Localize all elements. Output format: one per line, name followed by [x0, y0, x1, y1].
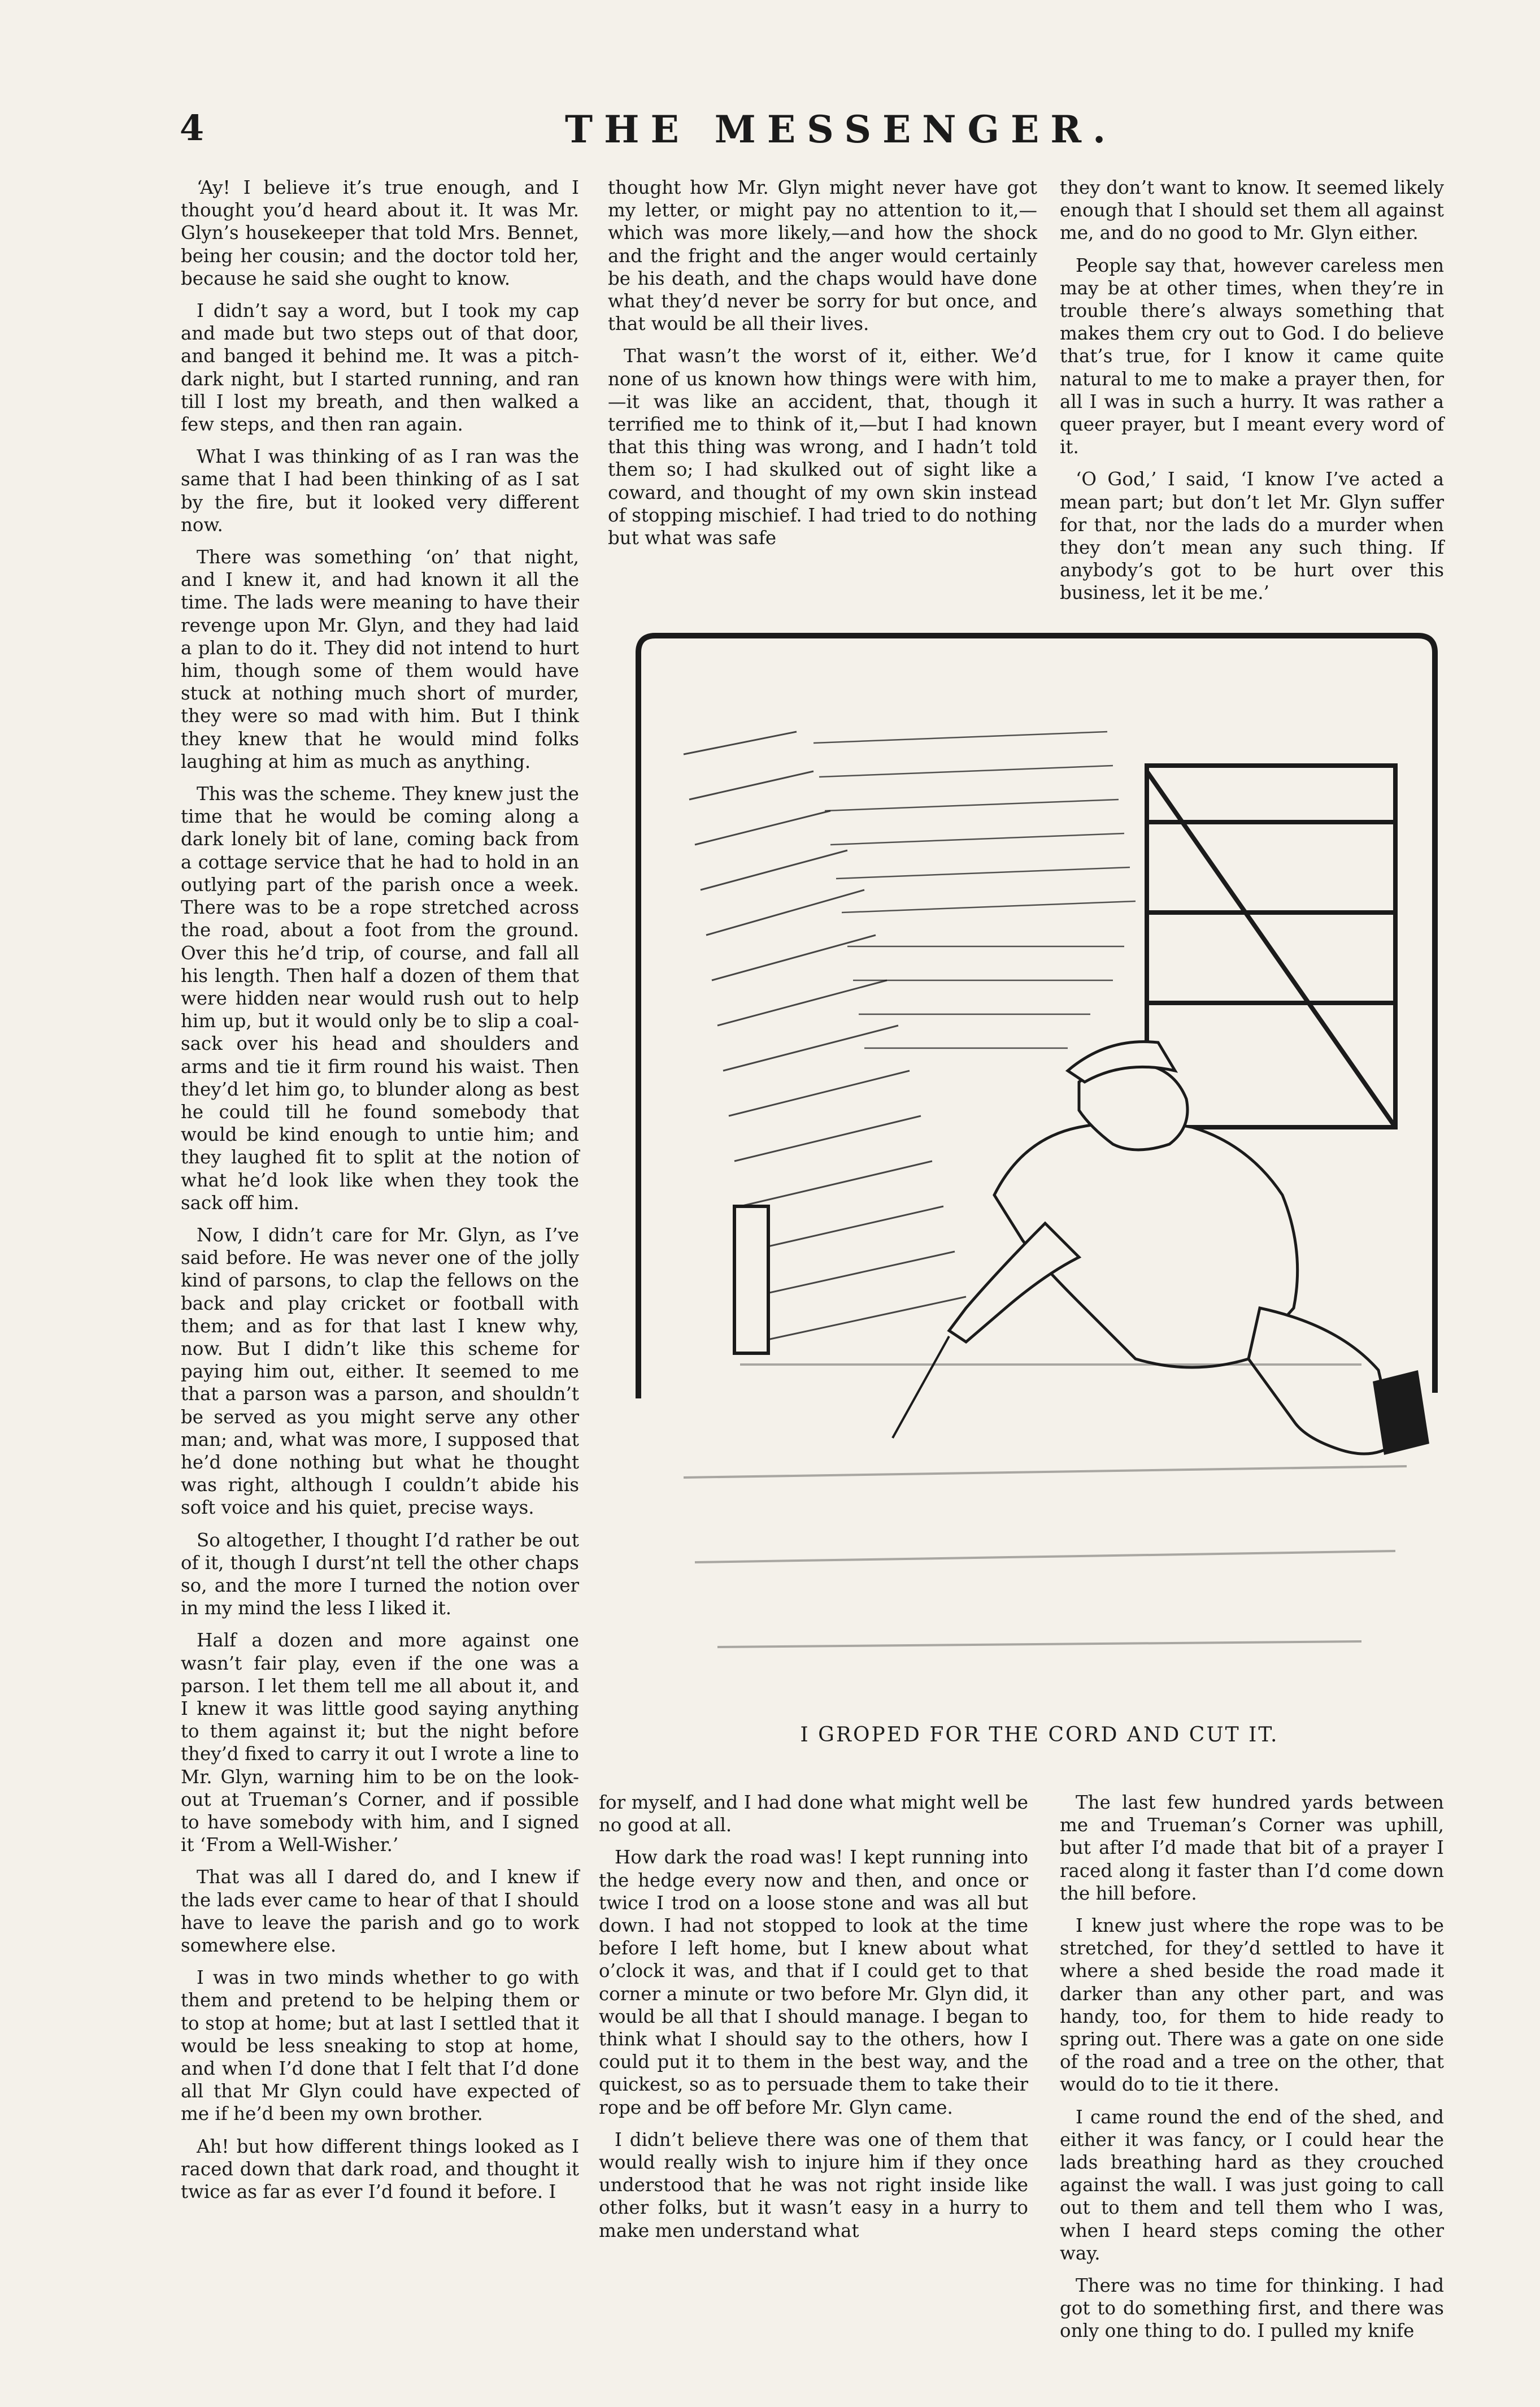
- paragraph: thought how Mr. Glyn might never have got my letter, or might pay no attention to it,—which was more likely,—and how the shock and the fright and the anger would certainly be his death, and the chaps would have done what they’d never be sorry for but once, and that would be all their lives.: [608, 177, 1037, 335]
- paragraph: Ah! but how different things looked as I raced down that dark road, and thought it twice as far as ever I’d found it before. I: [181, 2135, 579, 2203]
- left-column: [181, 176, 579, 2267]
- paragraph: So altogether, I thought I’d rather be out of it, though I durst’nt tell the other chaps so, and the more I turned the notion over in my mind the less I liked it.: [181, 1529, 579, 1619]
- paragraph: Now, I didn’t care for Mr. Glyn, as I’ve said before. He was never one of the jolly kind of parsons, to clap the fellows on the back and play cricket or football with them; and as for that last I knew why, now. But I didn’t like this scheme for paying him out, either. It seemed to me that a parson was a parson, and shouldn’t be served as you might serve any other man; and, what was more, I supposed that he’d done nothing but what he thought was right, although I couldn’t abide his soft voice and his quiet, precise ways.: [181, 1224, 579, 1519]
- paragraph: I knew just where the rope was to be stretched, for they’d settled to have it where a shed beside the road made it darker than any other part, and was handy, too, for them to hide ready to spring out. There was a gate on one side of the road and a tree on the other, that would do to tie it there.: [1060, 1915, 1444, 2096]
- paragraph: I didn’t believe there was one of them that would really wish to injure him if they once understood that he was not right inside like other folks, but it wasn’t easy in a hurry to make men understand what: [599, 2128, 1028, 2241]
- middle-column-top: [608, 176, 1037, 617]
- paragraph: People say that, however careless men may be at other times, when they’re in trouble there’s always something that makes them cry out to God. I do believe that’s true, for I know it came quite natural to me to make a prayer then, for all I was in such a hurry. It was rather a queer prayer, but I meant every word of it.: [1060, 254, 1444, 458]
- paragraph: I was in two minds whether to go with them and pretend to be helping them or to stop at home; but at last I settled that it would be less sneaking to stop at home, and when I’d done that I felt that I’d done all that Mr Glyn could have expected of me if he’d been my own brother.: [181, 1967, 579, 2125]
- illustration-caption: I GROPED FOR THE CORD AND CUT IT.: [800, 1723, 1279, 1746]
- paragraph: ‘O God,’ I said, ‘I know I’ve acted a mean part; but don’t let Mr. Glyn suffer for that, nor the lads do a murder when they don’t mean any such thing. If anybody’s got to be hurt over this business, let it be me.’: [1060, 468, 1444, 604]
- paragraph: The last few hundred yards between me and Trueman’s Corner was uphill, but after I’d made that bit of a prayer I raced along it faster than I’d come down the hill before.: [1060, 1792, 1444, 1904]
- page-number: 4: [180, 107, 205, 149]
- paragraph: ‘Ay! I believe it’s true enough, and I thought you’d heard about it. It was Mr. Glyn’s housekeeper that told Mrs. Bennet, being her cousin; and the doctor told her, because he said she ought to know.: [181, 177, 579, 289]
- masthead-title: THE MESSENGER.: [565, 107, 1117, 151]
- paragraph: they don’t want to know. It seemed likely enough that I should set them all against me, and do no good to Mr. Glyn either.: [1060, 177, 1444, 244]
- right-column-top: [1060, 176, 1444, 617]
- paragraph: That wasn’t the worst of it, either. We’d none of us known how things were with him,—it was like an accident, that, though it terrified me to think of it,—but I had known that this thing was wrong, and I hadn’t told them so; I had skulked out of sight like a coward, and thought of my own skin instead of stopping mischief. I had tried to do nothing but what was safe: [608, 345, 1037, 549]
- paragraph: How dark the road was! I kept running into the hedge every now and then, and once or twice I trod on a loose stone and was all but down. I had not stopped to look at the time before I left home, but I knew about what o’clock it was, and that if I could get to that corner a minute or two before Mr. Glyn did, it would be all that I should manage. I began to think what I should say to the others, how I could put it to them in the best way, and the quickest, so as to persuade them to take their rope and be off before Mr. Glyn came.: [599, 1846, 1028, 2118]
- paragraph: I came round the end of the shed, and either it was fancy, or I could hear the lads breathing hard as they crouched against the wall. I was just going to call out to them and tell them who I was, when I heard steps coming the other way.: [1060, 2106, 1444, 2264]
- right-column-bottom: [1060, 1791, 1444, 2342]
- paragraph: That was all I dared do, and I knew if the lads ever came to hear of that I should have to leave the parish and go to work somewhere else.: [181, 1866, 579, 1957]
- paragraph: I didn’t say a word, but I took my cap and made but two steps out of that door, and banged it behind me. It was a pitch-dark night, but I started running, and ran till I lost my breath, and then walked a few steps, and then ran again.: [181, 300, 579, 436]
- paragraph: There was no time for thinking. I had got to do something first, and there was only one thing to do. I pulled my knife: [1060, 2275, 1444, 2342]
- paragraph: for myself, and I had done what might well be no good at all.: [599, 1792, 1028, 1836]
- paragraph: Half a dozen and more against one wasn’t fair play, even if the one was a parson. I let them tell me all about it, and I knew it was little good saying anything to them against it; but the night before they’d fixed to carry it out I wrote a line to Mr. Glyn, warning him to be on the look-out at Trueman’s Corner, and if possible to have somebody with him, and I signed it ‘From a Well-Wisher.’: [181, 1630, 579, 1856]
- paragraph: What I was thinking of as I ran was the same that I had been thinking of as I sat by the fire, but it looked very different now.: [181, 446, 579, 536]
- paragraph: This was the scheme. They knew just the time that he would be coming along a dark lonely bit of lane, coming back from a cottage service that he had to hold in an outlying part of the parish once a week. There was to be a rope stretched across the road, about a foot from the ground. Over this he’d trip, of course, and fall all his length. Then half a dozen of them that were hidden near would rush out to help him up, but it would only be to slip a coal-sack over his head and shoulders and arms and tie it firm round his waist. Then they’d let him go, to blunder along as best he could till he found somebody that would be kind enough to untie him; and they laughed fit to split at the notion of what he’d look like when they took the sack off him.: [181, 783, 579, 1214]
- middle-column-bottom: [599, 1791, 1028, 2271]
- engraving-illustration: [627, 630, 1452, 1698]
- paragraph: There was something ‘on’ that night, and I knew it, and had known it all the time. The lads were meaning to have their revenge upon Mr. Glyn, and they had laid a plan to do it. They did not intend to hurt him, though some of them would have stuck at nothing much short of murder, they were so mad with him. But I think they knew that he would mind folks laughing at him as much as anything.: [181, 546, 579, 772]
